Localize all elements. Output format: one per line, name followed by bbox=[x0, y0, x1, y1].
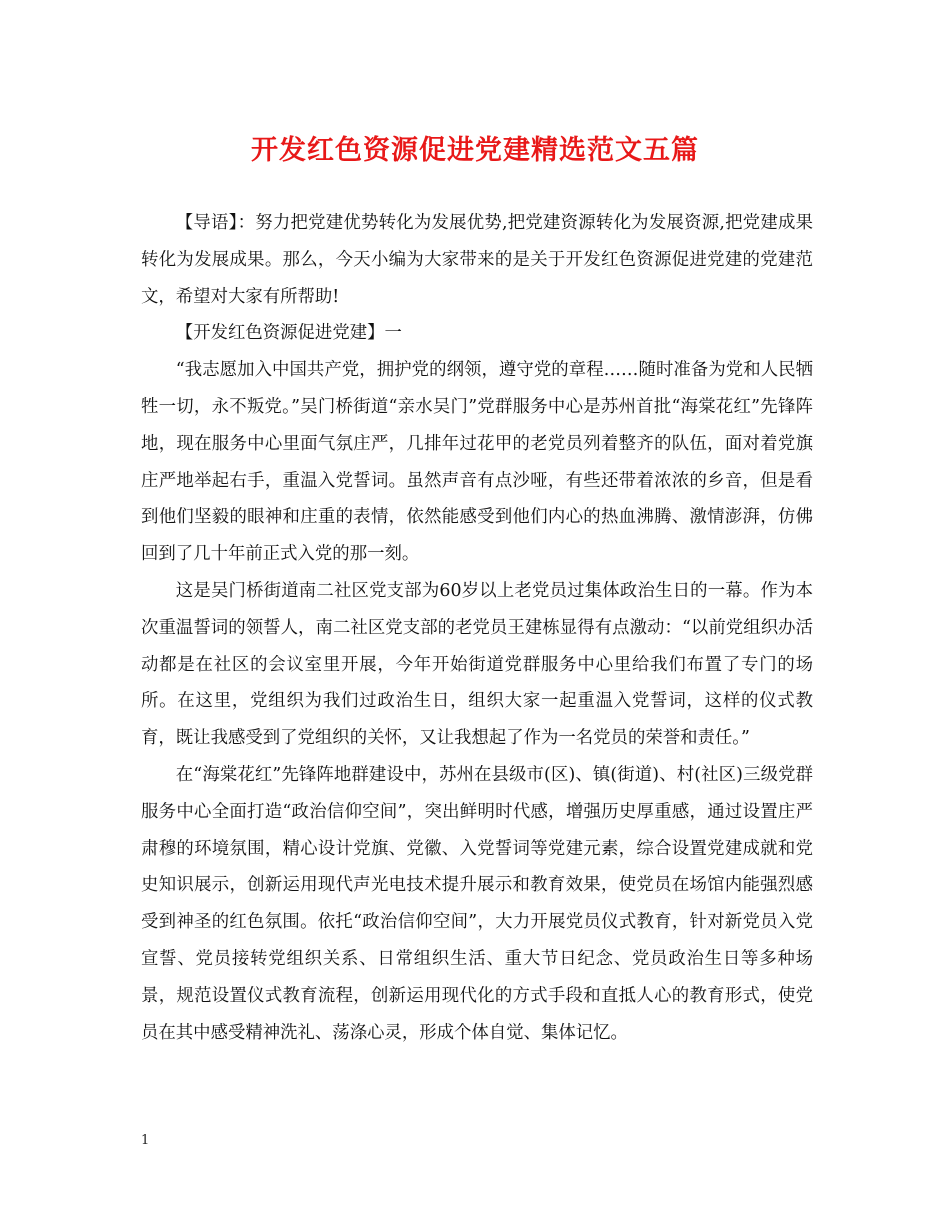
body-paragraph: 这是吴门桥街道南二社区党支部为60岁以上老党员过集体政治生日的一幕。作为本次重温誓词的领誓人，南二社区党支部的老党员王建栋显得有点激动：“以前党组织办活动都是在社区的会议室里开展，今年开始街道党群服务中心里给我们布置了专门的场所。在这里，党组织为我们过政治生日，组织大家一起重温入党誓词，这样的仪式教育，既让我感受到了党组织的关怀，又让我想起了作为一名党员的荣誉和责任。” bbox=[141, 580, 813, 749]
document-body bbox=[141, 205, 813, 1051]
page-number: 1 bbox=[141, 1133, 150, 1148]
body-paragraph: 在“海棠花红”先锋阵地群建设中，苏州在县级市(区)、镇(街道)、村(社区)三级党群服务中心全面打造“政治信仰空间”，突出鲜明时代感，增强历史厚重感，通过设置庄严肃穆的环境氛围，精心设计党旗、党徽、入党誓词等党建元素，综合设置党建成就和党史知识展示，创新运用现代声光电技术提升展示和教育效果，使党员在场馆内能强烈感受到神圣的红色氛围。依托“政治信仰空间”，大力开展党员仪式教育，针对新党员入党宣誓、党员接转党组织关系、日常组织生活、重大节日纪念、党员政治生日等多种场景，规范设置仪式教育流程，创新运用现代化的方式手段和直抵人心的教育形式，使党员在其中感受精神洗礼、荡涤心灵，形成个体自觉、集体记忆。 bbox=[141, 764, 813, 1043]
body-paragraph: “我志愿加入中国共产党，拥护党的纲领，遵守党的章程……随时准备为党和人民牺牲一切，永不叛党。”吴门桥街道“亲水吴门”党群服务中心是苏州首批“海棠花红”先锋阵地，现在服务中心里面气氛庄严，几排年过花甲的老党员列着整齐的队伍，面对着党旗庄严地举起右手，重温入党誓词。虽然声音有点沙哑，有些还带着浓浓的乡音，但是看到他们坚毅的眼神和庄重的表情，依然能感受到他们内心的热血沸腾、激情澎湃，仿佛回到了几十年前正式入党的那一刻。 bbox=[141, 360, 813, 565]
document-title: 开发红色资源促进党建精选范文五篇 bbox=[251, 135, 699, 166]
intro-paragraph: 【导语】：努力把党建优势转化为发展优势,把党建资源转化为发展资源,把党建成果转化为发展成果。那么，今天小编为大家带来的是关于开发红色资源促进党建的党建范文，希望对大家有所帮助! bbox=[141, 213, 813, 307]
section-heading: 【开发红色资源促进党建】一 bbox=[175, 323, 402, 344]
